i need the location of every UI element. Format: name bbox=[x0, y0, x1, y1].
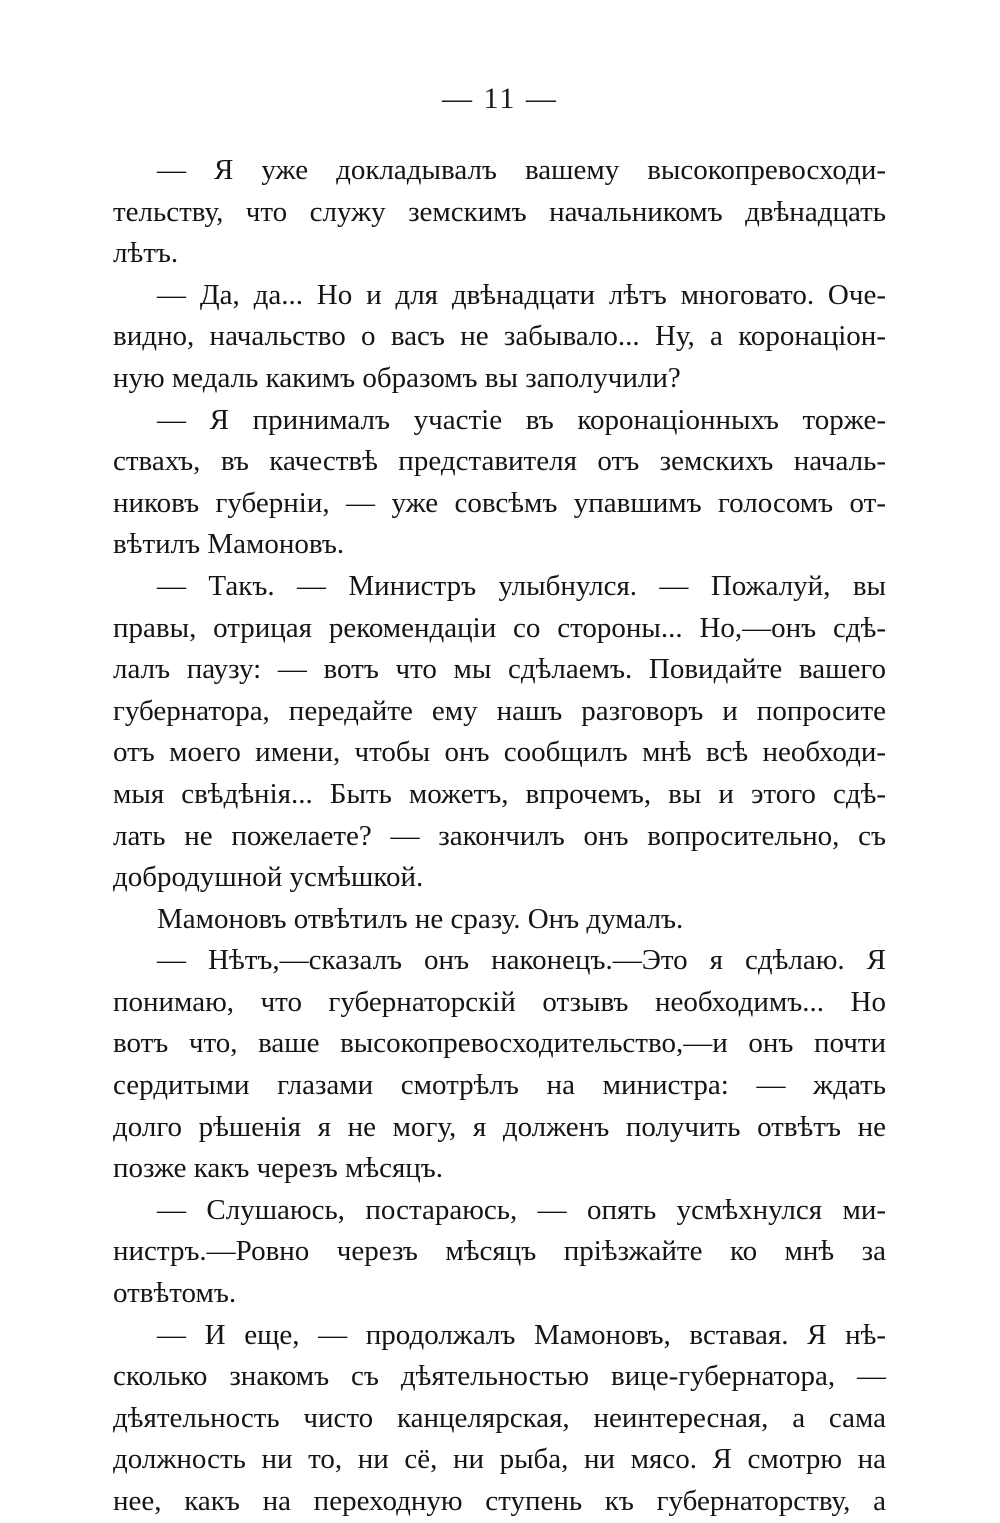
text-line: — Я уже докладывалъ вашему высокопревосходи- bbox=[157, 154, 886, 186]
text-line: ствахъ, въ качествѣ представителя отъ земскихъ началь- bbox=[113, 445, 886, 478]
text-line: дѣятельность чисто канцелярская, неинтересная, а сама bbox=[113, 1401, 886, 1434]
text-line: понимаю, что губернаторскій отзывъ необходимъ... Но bbox=[113, 985, 886, 1018]
body-text bbox=[113, 150, 886, 1523]
text-line: долго рѣшенія я не могу, я долженъ получить отвѣтъ не bbox=[113, 1110, 886, 1143]
text-line: — Слушаюсь, постараюсь, — опять усмѣхнулся ми- bbox=[157, 1193, 886, 1226]
text-line: нистръ.—Ровно черезъ мѣсяцъ пріѣзжайте ко мнѣ за bbox=[113, 1235, 886, 1268]
text-line: — Такъ. — Министръ улыбнулся. — Пожалуй, вы bbox=[157, 569, 886, 602]
text-line: — И еще, — продолжалъ Мамоновъ, вставая. Я нѣ- bbox=[157, 1318, 886, 1351]
text-line: правы, отрицая рекомендаціи со стороны... Но,—онъ сдѣ- bbox=[113, 611, 886, 644]
text-line: лѣтъ. bbox=[113, 237, 179, 270]
text-line: Мамоновъ отвѣтилъ не сразу. Онъ думалъ. bbox=[157, 902, 684, 935]
text-line: сердитыми глазами смотрѣлъ на министра: — ждать bbox=[113, 1069, 886, 1102]
text-line: сколько знакомъ съ дѣятельностью вице-губернатора, — bbox=[113, 1360, 886, 1393]
text-line: добродушной усмѣшкой. bbox=[113, 861, 424, 894]
text-line: видно, начальство о васъ не забывало... Ну, а коронаціон- bbox=[113, 320, 886, 353]
text-line: вѣтилъ Мамоновъ. bbox=[113, 528, 345, 561]
text-line: отвѣтомъ. bbox=[113, 1277, 237, 1310]
text-line: мыя свѣдѣнія... Быть можетъ, впрочемъ, вы и этого сдѣ- bbox=[113, 777, 886, 810]
text-line: лалъ паузу: — вотъ что мы сдѣлаемъ. Повидайте вашего bbox=[113, 653, 886, 686]
text-line: нее, какъ на переходную ступень къ губернаторству, а bbox=[113, 1485, 886, 1517]
text-line: никовъ губерніи, — уже совсѣмъ упавшимъ голосомъ от- bbox=[113, 486, 886, 519]
page-number: — 11 — bbox=[442, 82, 558, 115]
text-line: отъ моего имени, чтобы онъ сообщилъ мнѣ всѣ необходи- bbox=[113, 736, 886, 769]
text-line: ную медаль какимъ образомъ вы заполучили? bbox=[113, 361, 681, 394]
text-line: лать не пожелаете? — закончилъ онъ вопросительно, съ bbox=[113, 819, 886, 852]
text-line: тельству, что служу земскимъ начальникомъ двѣнадцать bbox=[113, 195, 886, 228]
text-line: позже какъ черезъ мѣсяцъ. bbox=[113, 1152, 444, 1185]
text-line: — Нѣтъ,—сказалъ онъ наконецъ.—Это я сдѣлаю. Я bbox=[157, 944, 886, 977]
text-line: вотъ что, ваше высокопревосходительство,—и онъ почти bbox=[113, 1027, 886, 1060]
text-line: — Я принималъ участіе въ коронаціонныхъ торже- bbox=[157, 403, 886, 436]
text-line: — Да, да... Но и для двѣнадцати лѣтъ многовато. Оче- bbox=[157, 278, 886, 311]
text-line: губернатора, передайте ему нашъ разговоръ и попросите bbox=[113, 694, 886, 727]
text-line: должность ни то, ни сё, ни рыба, ни мясо. Я смотрю на bbox=[113, 1443, 886, 1476]
